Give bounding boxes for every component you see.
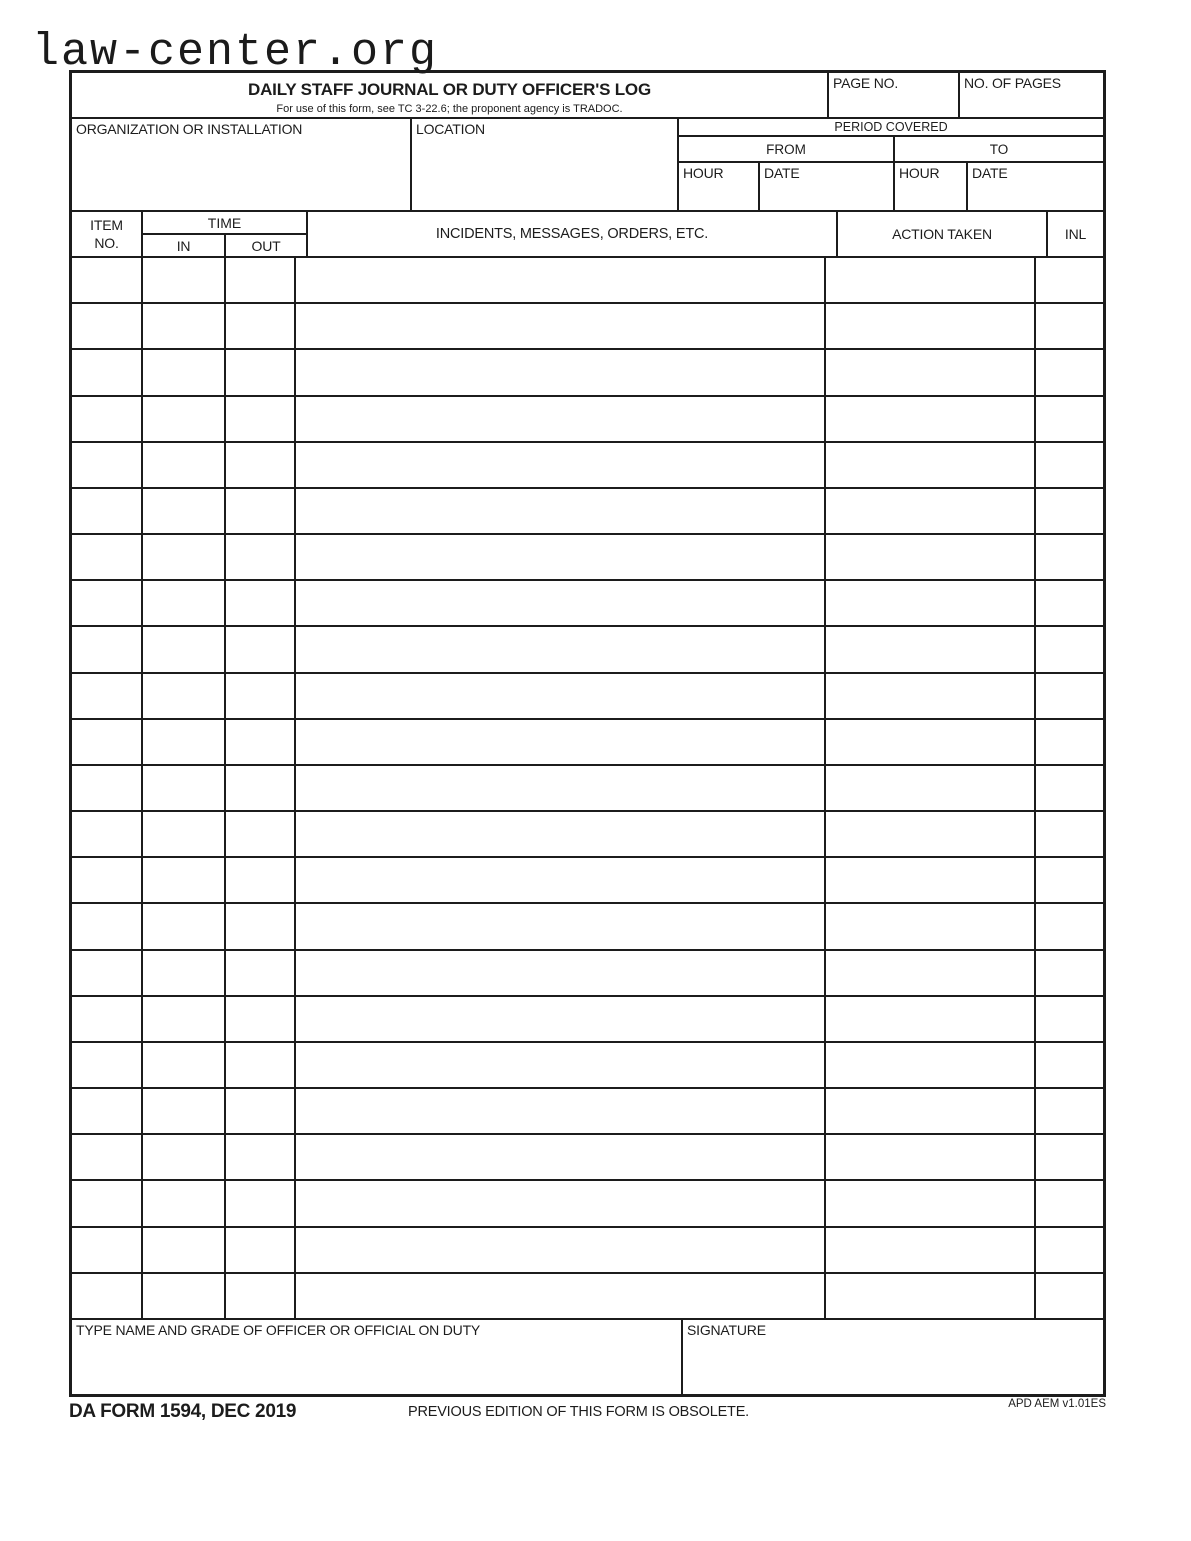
- log-cell-inl[interactable]: [1036, 443, 1104, 487]
- type-name-field[interactable]: [72, 1320, 683, 1394]
- log-cell-inl[interactable]: [1036, 1228, 1104, 1272]
- log-cell-time-out[interactable]: [226, 397, 296, 441]
- log-row: [72, 766, 1103, 812]
- incidents-header: INCIDENTS, MESSAGES, ORDERS, ETC.: [308, 212, 838, 256]
- log-cell-inl[interactable]: [1036, 1274, 1104, 1318]
- to-label: TO: [989, 141, 1009, 157]
- organization-label: ORGANIZATION OR INSTALLATION: [76, 121, 303, 137]
- signature-label: SIGNATURE: [687, 1322, 766, 1338]
- log-row: [72, 858, 1103, 904]
- log-cell-time-in[interactable]: [143, 951, 226, 995]
- log-cell-inl[interactable]: [1036, 720, 1104, 764]
- log-cell-time-in[interactable]: [143, 720, 226, 764]
- log-cell-action-taken[interactable]: [826, 581, 1036, 625]
- log-cell-time-in[interactable]: [143, 858, 226, 902]
- form-id: DA FORM 1594, DEC 2019: [69, 1401, 297, 1422]
- log-cell-time-out[interactable]: [226, 581, 296, 625]
- log-cell-inl[interactable]: [1036, 304, 1104, 348]
- log-cell-item-no[interactable]: [72, 397, 143, 441]
- log-row: [72, 258, 1103, 304]
- log-cell-action-taken[interactable]: [826, 997, 1036, 1041]
- from-date-field[interactable]: [760, 163, 895, 210]
- log-cell-time-in[interactable]: [143, 812, 226, 856]
- log-row: [72, 1135, 1103, 1181]
- log-cell-time-in[interactable]: [143, 1228, 226, 1272]
- log-cell-time-out[interactable]: [226, 489, 296, 533]
- log-cell-time-in[interactable]: [143, 443, 226, 487]
- log-row: [72, 720, 1103, 766]
- log-cell-time-out[interactable]: [226, 951, 296, 995]
- log-cell-time-out[interactable]: [226, 904, 296, 948]
- signature-field[interactable]: [683, 1320, 1103, 1394]
- log-cell-incidents[interactable]: [296, 951, 826, 995]
- obsolete-note: PREVIOUS EDITION OF THIS FORM IS OBSOLETE.: [408, 1404, 749, 1420]
- page-no-field[interactable]: [829, 73, 960, 117]
- log-cell-time-out[interactable]: [226, 1089, 296, 1133]
- log-cell-time-out[interactable]: [226, 1274, 296, 1318]
- log-cell-time-out[interactable]: [226, 443, 296, 487]
- log-cell-inl[interactable]: [1036, 489, 1104, 533]
- log-cell-incidents[interactable]: [296, 489, 826, 533]
- to-hour-label: HOUR: [899, 165, 940, 181]
- log-row: [72, 997, 1103, 1043]
- log-cell-action-taken[interactable]: [826, 1135, 1036, 1179]
- log-cell-time-in[interactable]: [143, 350, 226, 394]
- log-cell-item-no[interactable]: [72, 812, 143, 856]
- period-covered-label: PERIOD COVERED: [679, 119, 1103, 137]
- log-cell-action-taken[interactable]: [826, 535, 1036, 579]
- log-cell-time-out[interactable]: [226, 304, 296, 348]
- log-cell-incidents[interactable]: [296, 766, 826, 810]
- log-row: [72, 350, 1103, 396]
- log-cell-inl[interactable]: [1036, 812, 1104, 856]
- log-cell-item-no[interactable]: [72, 489, 143, 533]
- log-cell-time-out[interactable]: [226, 1228, 296, 1272]
- log-cell-incidents[interactable]: [296, 1043, 826, 1087]
- log-cell-item-no[interactable]: [72, 674, 143, 718]
- log-cell-time-out[interactable]: [226, 627, 296, 671]
- item-no-header: [72, 212, 143, 256]
- log-row: [72, 1274, 1103, 1318]
- log-cell-incidents[interactable]: [296, 858, 826, 902]
- to-date-field[interactable]: [968, 163, 1103, 210]
- log-cell-time-in[interactable]: [143, 397, 226, 441]
- log-table-body: [72, 258, 1103, 1320]
- log-cell-time-in[interactable]: [143, 904, 226, 948]
- log-cell-time-out[interactable]: [226, 997, 296, 1041]
- log-cell-item-no[interactable]: [72, 951, 143, 995]
- log-cell-incidents[interactable]: [296, 1274, 826, 1318]
- log-cell-time-out[interactable]: [226, 350, 296, 394]
- log-cell-item-no[interactable]: [72, 1228, 143, 1272]
- log-cell-inl[interactable]: [1036, 997, 1104, 1041]
- log-cell-item-no[interactable]: [72, 858, 143, 902]
- log-cell-time-in[interactable]: [143, 258, 226, 302]
- log-cell-item-no[interactable]: [72, 766, 143, 810]
- log-cell-inl[interactable]: [1036, 627, 1104, 671]
- watermark-text: law-center.org: [32, 27, 439, 78]
- log-cell-time-in[interactable]: [143, 304, 226, 348]
- log-cell-inl[interactable]: [1036, 1089, 1104, 1133]
- from-date-label: DATE: [764, 165, 800, 181]
- log-cell-incidents[interactable]: [296, 1181, 826, 1225]
- log-cell-time-out[interactable]: [226, 720, 296, 764]
- log-cell-action-taken[interactable]: [826, 1274, 1036, 1318]
- log-row: [72, 581, 1103, 627]
- log-row: [72, 1089, 1103, 1135]
- log-cell-inl[interactable]: [1036, 258, 1104, 302]
- log-cell-time-out[interactable]: [226, 1135, 296, 1179]
- log-cell-time-in[interactable]: [143, 1135, 226, 1179]
- inl-header: INL: [1064, 226, 1087, 242]
- time-header: TIME: [143, 212, 306, 235]
- log-row: [72, 904, 1103, 950]
- log-cell-incidents[interactable]: [296, 812, 826, 856]
- log-cell-inl[interactable]: [1036, 951, 1104, 995]
- log-cell-time-in[interactable]: [143, 1043, 226, 1087]
- log-cell-time-in[interactable]: [143, 581, 226, 625]
- log-cell-action-taken[interactable]: [826, 489, 1036, 533]
- log-cell-action-taken[interactable]: [826, 766, 1036, 810]
- log-row: [72, 674, 1103, 720]
- log-cell-time-out[interactable]: [226, 535, 296, 579]
- log-cell-action-taken[interactable]: [826, 350, 1036, 394]
- log-cell-item-no[interactable]: [72, 1274, 143, 1318]
- log-cell-incidents[interactable]: [296, 674, 826, 718]
- log-cell-item-no[interactable]: [72, 535, 143, 579]
- log-cell-action-taken[interactable]: [826, 627, 1036, 671]
- log-cell-incidents[interactable]: [296, 258, 826, 302]
- log-row: [72, 535, 1103, 581]
- action-taken-header: ACTION TAKEN: [838, 212, 1048, 256]
- log-cell-incidents[interactable]: [296, 904, 826, 948]
- log-cell-incidents[interactable]: [296, 350, 826, 394]
- log-cell-incidents[interactable]: [296, 720, 826, 764]
- log-cell-inl[interactable]: [1036, 350, 1104, 394]
- log-cell-action-taken[interactable]: [826, 858, 1036, 902]
- log-row: [72, 489, 1103, 535]
- log-cell-action-taken[interactable]: [826, 1228, 1036, 1272]
- page-no-label: PAGE NO.: [833, 75, 899, 91]
- location-field[interactable]: [412, 119, 679, 210]
- no-of-pages-label: NO. OF PAGES: [964, 75, 1061, 91]
- version-stamp: APD AEM v1.01ES: [1008, 1398, 1106, 1410]
- log-row: [72, 1228, 1103, 1274]
- log-cell-item-no[interactable]: [72, 1043, 143, 1087]
- log-cell-inl[interactable]: [1036, 1135, 1104, 1179]
- log-cell-time-out[interactable]: [226, 812, 296, 856]
- time-subheader-row: [143, 235, 306, 256]
- item-no-header-line1: ITEM: [90, 216, 123, 233]
- log-table-header: [72, 212, 1103, 258]
- log-row: [72, 304, 1103, 350]
- log-cell-incidents[interactable]: [296, 1135, 826, 1179]
- log-cell-time-out[interactable]: [226, 258, 296, 302]
- log-cell-action-taken[interactable]: [826, 397, 1036, 441]
- log-cell-time-out[interactable]: [226, 766, 296, 810]
- log-cell-incidents[interactable]: [296, 397, 826, 441]
- log-cell-action-taken[interactable]: [826, 812, 1036, 856]
- log-cell-action-taken[interactable]: [826, 1181, 1036, 1225]
- log-row: [72, 1181, 1103, 1227]
- from-hour-label: HOUR: [683, 165, 724, 181]
- log-cell-inl[interactable]: [1036, 397, 1104, 441]
- log-cell-time-in[interactable]: [143, 674, 226, 718]
- info-band: [72, 119, 1103, 212]
- log-cell-time-in[interactable]: [143, 1089, 226, 1133]
- log-cell-item-no[interactable]: [72, 581, 143, 625]
- log-cell-inl[interactable]: [1036, 1043, 1104, 1087]
- log-row: [72, 1043, 1103, 1089]
- log-cell-action-taken[interactable]: [826, 1043, 1036, 1087]
- log-row: [72, 627, 1103, 673]
- to-date-label: DATE: [972, 165, 1008, 181]
- log-cell-inl[interactable]: [1036, 858, 1104, 902]
- from-hour-field[interactable]: [679, 163, 760, 210]
- log-cell-incidents[interactable]: [296, 581, 826, 625]
- form-title-cell: [72, 73, 829, 117]
- log-cell-incidents[interactable]: [296, 535, 826, 579]
- log-cell-item-no[interactable]: [72, 904, 143, 948]
- log-cell-action-taken[interactable]: [826, 1089, 1036, 1133]
- from-to-row: [679, 137, 1103, 163]
- log-cell-time-in[interactable]: [143, 1181, 226, 1225]
- log-cell-item-no[interactable]: [72, 720, 143, 764]
- log-cell-item-no[interactable]: [72, 304, 143, 348]
- log-cell-inl[interactable]: [1036, 1181, 1104, 1225]
- log-cell-inl[interactable]: [1036, 581, 1104, 625]
- log-cell-item-no[interactable]: [72, 997, 143, 1041]
- log-cell-inl[interactable]: [1036, 904, 1104, 948]
- log-cell-item-no[interactable]: [72, 443, 143, 487]
- form-subtitle: For use of this form, see TC 3-22.6; the proponent agency is TRADOC.: [276, 103, 623, 115]
- log-cell-inl[interactable]: [1036, 674, 1104, 718]
- log-cell-item-no[interactable]: [72, 1089, 143, 1133]
- log-cell-item-no[interactable]: [72, 1181, 143, 1225]
- time-header-group: [143, 212, 308, 256]
- log-cell-action-taken[interactable]: [826, 304, 1036, 348]
- log-cell-time-in[interactable]: [143, 489, 226, 533]
- log-cell-time-in[interactable]: [143, 1274, 226, 1318]
- log-cell-item-no[interactable]: [72, 627, 143, 671]
- log-row: [72, 951, 1103, 997]
- location-label: LOCATION: [416, 121, 485, 137]
- type-name-label: TYPE NAME AND GRADE OF OFFICER OR OFFICIAL ON DUTY: [76, 1322, 481, 1338]
- log-cell-incidents[interactable]: [296, 304, 826, 348]
- log-cell-item-no[interactable]: [72, 1135, 143, 1179]
- period-covered-section: [679, 119, 1103, 210]
- log-cell-action-taken[interactable]: [826, 951, 1036, 995]
- log-cell-item-no[interactable]: [72, 258, 143, 302]
- no-of-pages-field[interactable]: [960, 73, 1103, 117]
- from-label: FROM: [679, 137, 895, 161]
- da-form-1594: [69, 70, 1106, 1397]
- log-cell-incidents[interactable]: [296, 1228, 826, 1272]
- log-cell-incidents[interactable]: [296, 997, 826, 1041]
- log-cell-action-taken[interactable]: [826, 674, 1036, 718]
- log-cell-action-taken[interactable]: [826, 258, 1036, 302]
- log-cell-time-in[interactable]: [143, 997, 226, 1041]
- time-in-header: IN: [143, 235, 226, 256]
- organization-field[interactable]: [72, 119, 412, 210]
- log-cell-time-out[interactable]: [226, 1043, 296, 1087]
- log-cell-time-in[interactable]: [143, 766, 226, 810]
- log-cell-incidents[interactable]: [296, 627, 826, 671]
- to-hour-field[interactable]: [895, 163, 968, 210]
- item-no-header-line2: NO.: [94, 235, 119, 251]
- log-cell-time-in[interactable]: [143, 535, 226, 579]
- log-cell-time-out[interactable]: [226, 858, 296, 902]
- log-row: [72, 812, 1103, 858]
- log-cell-time-in[interactable]: [143, 627, 226, 671]
- log-row: [72, 397, 1103, 443]
- log-cell-incidents[interactable]: [296, 1089, 826, 1133]
- log-cell-action-taken[interactable]: [826, 720, 1036, 764]
- log-cell-time-out[interactable]: [226, 674, 296, 718]
- log-cell-inl[interactable]: [1036, 766, 1104, 810]
- log-cell-time-out[interactable]: [226, 1181, 296, 1225]
- log-cell-action-taken[interactable]: [826, 443, 1036, 487]
- log-cell-item-no[interactable]: [72, 350, 143, 394]
- hour-date-row: [679, 163, 1103, 210]
- log-row: [72, 443, 1103, 489]
- title-band: [72, 73, 1103, 119]
- form-title: DAILY STAFF JOURNAL OR DUTY OFFICER'S LOG: [248, 80, 651, 99]
- log-cell-inl[interactable]: [1036, 535, 1104, 579]
- log-cell-action-taken[interactable]: [826, 904, 1036, 948]
- signature-band: [72, 1320, 1103, 1394]
- time-out-header: OUT: [251, 237, 281, 254]
- log-cell-incidents[interactable]: [296, 443, 826, 487]
